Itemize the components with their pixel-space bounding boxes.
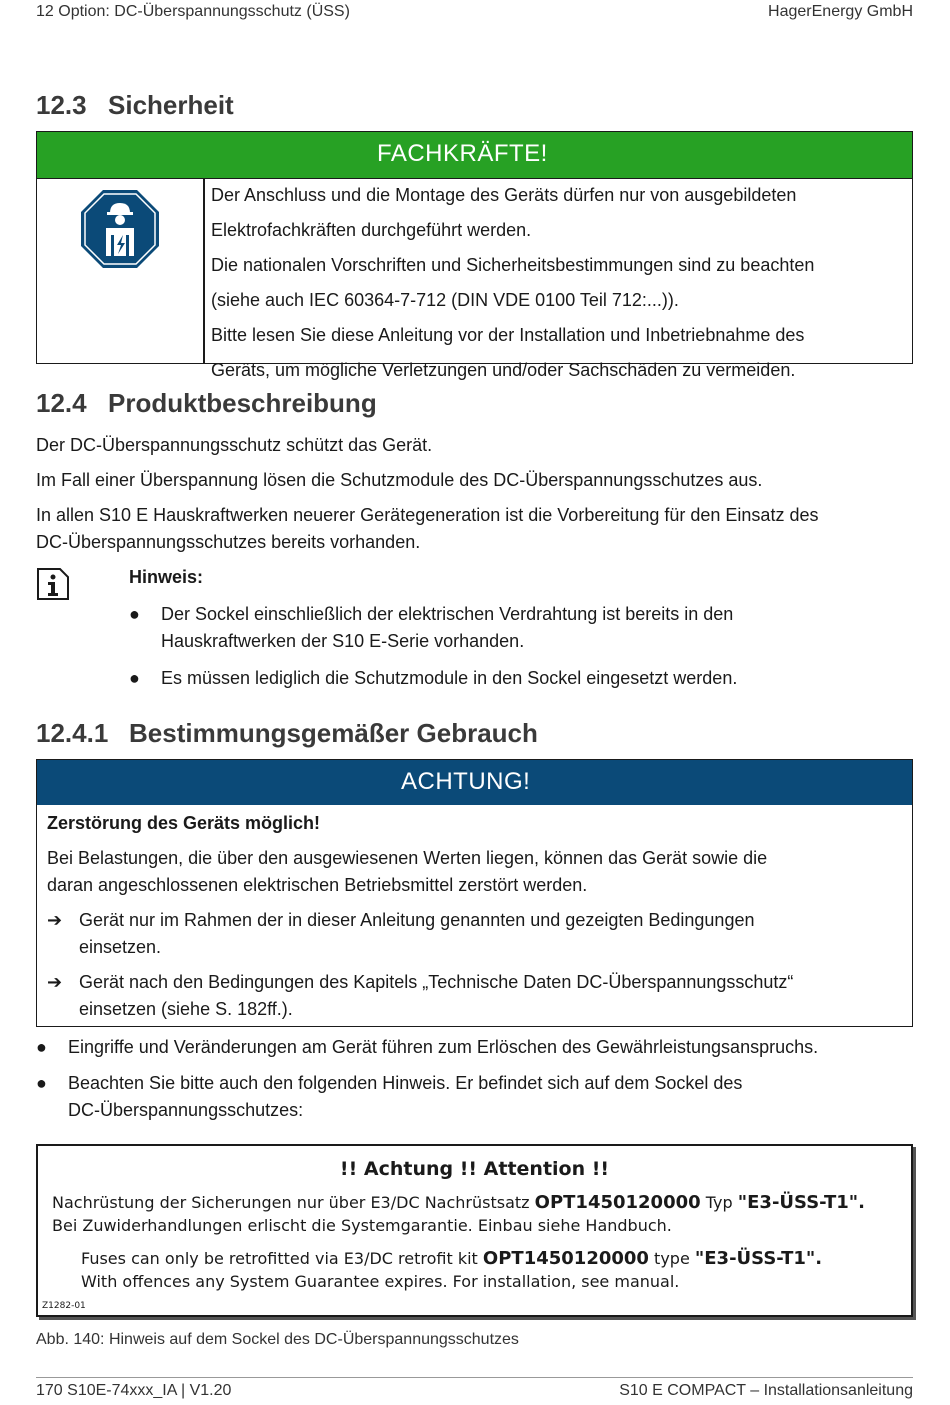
warning-subtitle: Zerstörung des Geräts möglich! bbox=[47, 813, 321, 833]
page-header-right: HagerEnergy GmbH bbox=[768, 3, 913, 20]
label-line-en: Fuses can only be retrofitted via E3/DC retrofit kit OPT1450120000 type "E3-ÜSS-T1". bbox=[81, 1248, 823, 1269]
paragraph: Der DC-Überspannungsschutz schützt das Gerät. bbox=[36, 435, 433, 455]
socket-label-figure bbox=[36, 1144, 913, 1317]
safety-text bbox=[211, 182, 901, 392]
info-icon bbox=[36, 567, 70, 601]
arrow-right-icon: ➔ bbox=[47, 910, 63, 930]
band-label: FACHKRÄFTE! bbox=[377, 140, 548, 167]
warning-band-blue bbox=[37, 760, 912, 805]
section-heading-12-3: 12.3 Sicherheit bbox=[36, 90, 234, 120]
safety-band-green bbox=[37, 132, 912, 179]
note-title: Hinweis: bbox=[129, 567, 204, 587]
page-footer-left: 170 S10E-74xxx_IA | V1.20 bbox=[36, 1382, 232, 1399]
list-item: ● Der Sockel einschließlich der elektrischen Verdrahtung ist bereits in den Hauskraftwerken der S10 E-Serie vorhanden. bbox=[129, 604, 734, 651]
label-ref: Z1282-01 bbox=[42, 1301, 86, 1311]
page-header-left: 12 Option: DC-Überspannungsschutz (ÜSS) bbox=[36, 3, 350, 20]
safety-paragraph: Der Anschluss und die Montage des Geräts dürfen nur von ausgebildeten Elektrofachkräften durchgeführt werden. bbox=[211, 185, 797, 240]
figure-caption: Abb. 140: Hinweis auf dem Sockel des DC-Überspannungsschutzes bbox=[36, 1331, 519, 1348]
list-item: ● Es müssen lediglich die Schutzmodule in den Sockel eingesetzt werden. bbox=[129, 668, 738, 688]
paragraph: Bei Belastungen, die über den ausgewiesenen Werten liegen, können das Gerät sowie die daran angeschlossenen elektrischen Betriebsmittel zerstört werden. bbox=[47, 848, 768, 895]
warning-text bbox=[47, 810, 897, 1023]
label-line-de: Bei Zuwiderhandlungen erlischt die Systemgarantie. Einbau siehe Handbuch. bbox=[52, 1216, 672, 1235]
box-divider bbox=[203, 178, 205, 363]
paragraph: DC-Überspannungsschutzes bereits vorhanden. bbox=[36, 532, 421, 552]
arrow-right-icon: ➔ bbox=[47, 972, 63, 992]
note-block bbox=[129, 564, 909, 692]
safety-paragraph: Die nationalen Vorschriften und Sicherheitsbestimmungen sind zu beachten (siehe auch IEC 60364-7-712 (DIN VDE 0100 Teil 712:...)). bbox=[211, 255, 815, 310]
paragraph: Im Fall einer Überspannung lösen die Schutzmodule des DC-Überspannungsschutzes aus. bbox=[36, 470, 763, 490]
instruction-item: ➔ Gerät nur im Rahmen der in dieser Anleitung genannten und gezeigten Bedingungen einsetzen. bbox=[47, 907, 897, 961]
section-heading-12-4: 12.4 Produktbeschreibung bbox=[36, 388, 377, 418]
section-heading-12-4-1: 12.4.1 Bestimmungsgemäßer Gebrauch bbox=[36, 718, 538, 748]
label-line-en: With offences any System Guarantee expires. For installation, see manual. bbox=[81, 1272, 680, 1291]
instruction-item: ➔ Gerät nach den Bedingungen des Kapitels „Technische Daten DC-Überspannungsschutz“ einsetzen (siehe S. 182ff.). bbox=[47, 969, 897, 1023]
list-item: ● Eingriffe und Veränderungen am Gerät führen zum Erlöschen des Gewährleistungsanspruchs. bbox=[36, 1037, 819, 1057]
page-footer-right: S10 E COMPACT – Installationsanleitung bbox=[619, 1382, 913, 1399]
list-item: ● Beachten Sie bitte auch den folgenden Hinweis. Er befindet sich auf dem Sockel des DC-Überspannungsschutzes: bbox=[36, 1073, 743, 1120]
label-line-de: Nachrüstung der Sicherungen nur über E3/DC Nachrüstsatz OPT1450120000 Typ "E3-ÜSS-T1". bbox=[52, 1192, 865, 1213]
usage-bullets bbox=[36, 1034, 916, 1124]
label-title: !! Achtung !! Attention !! bbox=[339, 1158, 610, 1180]
electrician-mandatory-icon bbox=[79, 188, 161, 270]
warning-box-achtung bbox=[36, 759, 913, 1027]
paragraph: In allen S10 E Hauskraftwerken neuerer Gerätegeneration ist die Vorbereitung für den Einsatz des bbox=[36, 505, 819, 525]
safety-paragraph: Bitte lesen Sie diese Anleitung vor der Installation und Inbetriebnahme des Geräts, um mögliche Verletzungen und/oder Sachschäden zu vermeiden. bbox=[211, 325, 805, 380]
band-label: ACHTUNG! bbox=[401, 768, 531, 795]
footer-rule bbox=[36, 1377, 913, 1378]
safety-box-fachkraefte bbox=[36, 131, 913, 380]
product-description bbox=[36, 432, 913, 556]
